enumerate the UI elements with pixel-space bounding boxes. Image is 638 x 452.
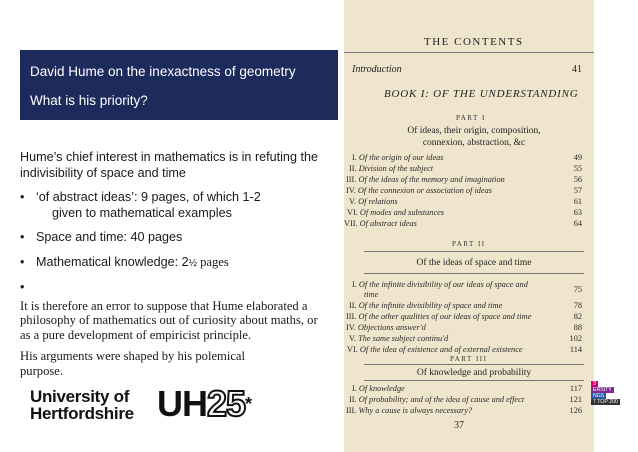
bullet-item (20, 255, 340, 272)
toc-numeral: IV. (346, 186, 356, 195)
toc-numeral: III. (346, 175, 357, 184)
bullet-text: Mathematical knowledge: 2 (36, 254, 189, 269)
toc-page: 126 (569, 406, 582, 415)
toc-title: Of the other qualities of our ideas of space and time (358, 312, 532, 321)
toc-entry (352, 280, 528, 289)
ranking-badge: NGS (593, 393, 605, 399)
book-intro-label: Introduction (352, 64, 402, 75)
toc-page: 121 (569, 395, 582, 404)
slide-title: David Hume on the inexactness of geometry (30, 64, 296, 79)
bullet-text: Space and time: 40 pages (36, 230, 183, 244)
toc-numeral: IV. (346, 323, 356, 332)
toc-numeral: V. (349, 334, 356, 343)
logo-uh (157, 383, 252, 424)
toc-title: Of the infinite divisibility of space and time (358, 301, 503, 310)
toc-page: 75 (573, 285, 582, 294)
slide-subtitle: What is his priority? (30, 93, 148, 108)
toc-numeral: II. (349, 164, 357, 173)
toc-entry (346, 312, 531, 321)
part-subtitle (384, 367, 564, 379)
part-label: PART II (452, 240, 486, 248)
toc-numeral: I. (352, 153, 357, 162)
university-logo (20, 385, 260, 435)
toc-page: 117 (569, 384, 582, 393)
toc-page: 61 (573, 197, 582, 206)
toc-page: 49 (573, 153, 582, 162)
toc-entry (352, 384, 405, 393)
bullet-text (36, 280, 40, 294)
toc-title: Of abstract ideas (359, 219, 417, 228)
toc-numeral: III. (346, 406, 357, 415)
part-subtitle (384, 125, 564, 149)
logo-25: 25 (207, 383, 246, 424)
toc-page: 82 (573, 312, 582, 321)
bullet-dot: • (20, 254, 25, 269)
toc-entry (349, 301, 502, 310)
slide-body (20, 150, 340, 378)
toc-title: The same subject continu'd (358, 334, 449, 343)
toc-title: Of relations (358, 197, 398, 206)
toc-page: 102 (569, 334, 582, 343)
toc-numeral: II. (349, 301, 357, 310)
logo-line-1: University of (30, 387, 130, 406)
heading-rule (344, 52, 594, 53)
book-title: BOOK I: OF THE UNDERSTANDING (384, 88, 579, 100)
toc-entry (352, 153, 444, 162)
bullet-text: ‘of abstract ideas’: 9 pages, of which 1-2 (36, 190, 261, 204)
toc-numeral: III. (346, 312, 357, 321)
toc-title: Of the connexion or association of ideas (357, 186, 492, 195)
toc-entry (349, 395, 524, 404)
part-rule (364, 380, 584, 381)
toc-numeral: VI. (347, 208, 358, 217)
toc-page: 78 (573, 301, 582, 310)
toc-entry-continuation (364, 290, 378, 299)
slide-title-bar (20, 50, 338, 120)
ranking-badge: 7 TOP 200 (593, 399, 618, 405)
bullet-suffix: pages (196, 254, 229, 269)
toc-entry (349, 197, 398, 206)
part-subtitle-line: Of the ideas of space and time (416, 258, 532, 268)
toc-title: Objections answer'd (357, 323, 426, 332)
toc-entry (349, 164, 433, 173)
bullet-dot: • (20, 280, 25, 294)
toc-numeral: II. (349, 395, 357, 404)
bullet-item (20, 280, 340, 296)
bullet-fraction: ½ (188, 257, 197, 269)
toc-entry (346, 175, 505, 184)
logo-university-name (30, 388, 134, 422)
toc-title: Of knowledge (358, 384, 405, 393)
bullet-text-continuation: given to mathematical examples (52, 205, 232, 220)
toc-entry (349, 334, 448, 343)
toc-numeral: V. (349, 197, 356, 206)
toc-numeral: VII. (344, 219, 358, 228)
part-rule (364, 273, 584, 274)
toc-numeral: VI. (347, 345, 358, 354)
toc-page: 64 (573, 219, 582, 228)
paragraph-1: It is therefore an error to suppose that Hume elaborated a philosophy of mathematics out of curiosity about maths, or as a pure development of empiricist principle. (20, 298, 318, 342)
logo-line-2: Hertfordshire (30, 404, 134, 423)
toc-title: Of probability; and of the idea of cause and effect (358, 395, 525, 404)
part-subtitle-line: connexion, abstraction, &c (422, 138, 526, 148)
toc-page: 114 (569, 345, 582, 354)
toc-entry (347, 208, 444, 217)
toc-page: 55 (573, 164, 582, 173)
part-label: PART III (450, 355, 488, 363)
book-heading: THE CONTENTS (424, 36, 524, 48)
part-subtitle-line: Of knowledge and probability (416, 368, 532, 378)
part-label: PART I (456, 114, 486, 122)
paragraph-2: His arguments were shaped by his polemical purpose. (20, 349, 246, 378)
toc-entry (346, 406, 472, 415)
bullet-dot: • (20, 190, 25, 204)
toc-numeral: I. (352, 384, 357, 393)
toc-page: 63 (573, 208, 582, 217)
toc-entry (344, 219, 417, 228)
part-subtitle (384, 257, 564, 269)
part-rule (364, 251, 584, 252)
bullet-item (20, 230, 340, 246)
toc-title: Division of the subject (358, 164, 434, 173)
ranking-badge: 3 (593, 381, 596, 387)
part-rule (364, 364, 584, 365)
logo-star: * (245, 394, 252, 414)
toc-title: Of the idea of existence and of external existence (359, 345, 523, 354)
book-page-number: 37 (454, 420, 464, 431)
toc-page: 88 (573, 323, 582, 332)
toc-title: Why a cause is always necessary? (358, 406, 473, 415)
toc-title: Of the infinite divisibility of our ideas of space and (358, 280, 528, 289)
ranking-badge: ERSITY (593, 387, 612, 393)
toc-title: Of the ideas of the memory and imagination (358, 175, 505, 184)
toc-page: 56 (573, 175, 582, 184)
intro-text: Hume’s chief interest in mathematics is in refuting the indivisibility of space and time (20, 150, 318, 180)
toc-numeral: I. (352, 280, 357, 289)
logo-uh-letters: UH (157, 383, 207, 424)
bullet-dot: • (20, 230, 25, 244)
bullet-item (20, 190, 340, 221)
part-subtitle-line: Of ideas, their origin, composition, (407, 126, 541, 136)
toc-entry (346, 323, 426, 332)
toc-entry (347, 345, 523, 354)
book-intro-page: 41 (572, 64, 582, 75)
toc-title: Of the origin of our ideas (358, 153, 444, 162)
toc-entry (346, 186, 492, 195)
toc-title: time (364, 290, 379, 299)
toc-page: 57 (573, 186, 582, 195)
book-contents-page (344, 0, 594, 452)
toc-title: Of modes and substances (359, 208, 445, 217)
